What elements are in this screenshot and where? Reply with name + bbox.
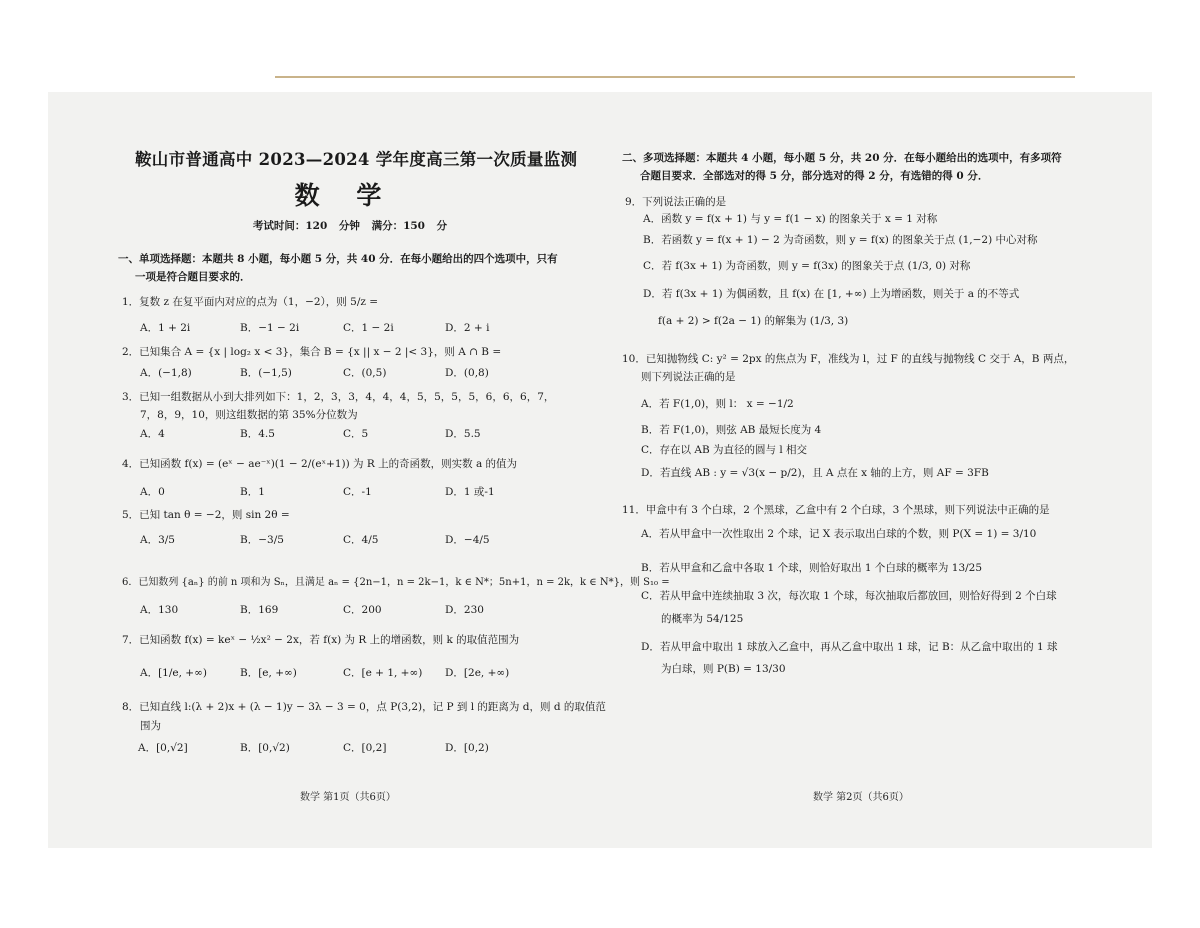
q9-option-a: A．函数 y = f(x + 1) 与 y = f(1 − x) 的图象关于 x = 1 对称 <box>643 213 938 225</box>
q5-option-a: A．3/5 <box>140 534 175 546</box>
q11-option-d-line1: D．若从甲盒中取出 1 球放入乙盒中，再从乙盒中取出 1 球，记 B：从乙盒中取出的 1 球 <box>641 641 1058 653</box>
q4-option-b: B．1 <box>240 486 265 498</box>
q1-option-a: A．1 + 2i <box>140 322 191 334</box>
q11-option-d-line2: 为白球，则 P(B) = 13/30 <box>661 663 786 675</box>
q3-option-a: A．4 <box>140 428 165 440</box>
q8-stem-line2: 围为 <box>140 720 161 732</box>
q3-stem: 3．已知一组数据从小到大排列如下：1，2，3，3，4，4，4，5，5，5，5，6，6，6，7， <box>122 391 555 403</box>
q6-stem: 6．已知数列 {aₙ} 的前 n 项和为 Sₙ，且满足 aₙ = {2n−1，n = 2k−1，k ∈ N*；5n+1，n = 2k，k ∈ N*}，则 S₁₀ = <box>122 577 670 588</box>
q4-option-c: C．-1 <box>343 486 372 498</box>
q2-option-a: A．(−1,8) <box>140 367 192 379</box>
exam-title: 鞍山市普通高中 2023—2024 学年度高三第一次质量监测 <box>135 150 578 169</box>
q1-stem: 1．复数 z 在复平面内对应的点为（1，−2），则 5/z = <box>122 296 379 308</box>
q11-stem: 11．甲盒中有 3 个白球，2 个黑球，乙盒中有 2 个白球，3 个黑球，则下列说法中正确的是 <box>622 504 1050 516</box>
q3-stem-line2: 7，8，9，10，则这组数据的第 35%分位数为 <box>140 409 358 421</box>
q8-option-d: D．[0,2) <box>445 742 489 754</box>
q4-option-a: A．0 <box>140 486 165 498</box>
q1-option-b: B．−1 − 2i <box>240 322 300 334</box>
q6-option-a: A．130 <box>140 604 179 616</box>
q10-stem-line2: 则下列说法正确的是 <box>641 371 736 383</box>
q7-option-c: C．[e + 1, +∞) <box>343 667 423 679</box>
q11-option-a: A．若从甲盒中一次性取出 2 个球，记 X 表示取出白球的个数，则 P(X = 1) = 3/10 <box>641 528 1037 540</box>
section1-heading-line1: 一、单项选择题：本题共 8 小题，每小题 5 分，共 40 分．在每小题给出的四个选项中，只有 <box>118 253 558 265</box>
q3-option-b: B．4.5 <box>240 428 275 440</box>
q11-option-b: B．若从甲盒和乙盒中各取 1 个球，则恰好取出 1 个白球的概率为 13/25 <box>641 562 983 574</box>
q2-option-b: B．(−1,5) <box>240 367 292 379</box>
q6-option-b: B．169 <box>240 604 279 616</box>
q4-option-d: D．1 或-1 <box>445 486 495 498</box>
q1-option-d: D．2 + i <box>445 322 490 334</box>
q11-option-c-line2: 的概率为 54/125 <box>661 613 744 625</box>
q7-option-d: D．[2e, +∞) <box>445 667 510 679</box>
q3-option-d: D．5.5 <box>445 428 481 440</box>
q6-option-c: C．200 <box>343 604 382 616</box>
q10-option-b: B．若 F(1,0)，则弦 AB 最短长度为 4 <box>641 424 822 436</box>
q7-option-a: A．[1/e, +∞) <box>140 667 207 679</box>
q9-option-d-line1: D．若 f(3x + 1) 为偶函数，且 f(x) 在 [1, +∞) 上为增函数，则关于 a 的不等式 <box>643 288 1020 300</box>
q9-option-b: B．若函数 y = f(x + 1) − 2 为奇函数，则 y = f(x) 的图象关于点 (1,−2) 中心对称 <box>643 234 1038 246</box>
q7-stem: 7．已知函数 f(x) = keˣ − ½x² − 2x，若 f(x) 为 R 上的增函数，则 k 的取值范围为 <box>122 634 520 646</box>
q5-option-c: C．4/5 <box>343 534 379 546</box>
footer-page-2: 数学 第2页（共6页） <box>813 792 909 803</box>
q5-stem: 5．已知 tan θ = −2，则 sin 2θ = <box>122 509 290 521</box>
subject-heading: 数 学 <box>294 181 396 210</box>
top-rule <box>275 76 1075 78</box>
q1-option-c: C．1 − 2i <box>343 322 394 334</box>
footer-page-1: 数学 第1页（共6页） <box>300 792 396 803</box>
q10-option-a: A．若 F(1,0)，则 l： x = −1/2 <box>641 398 794 410</box>
q8-option-a: A．[0,√2] <box>138 742 188 754</box>
q4-stem: 4．已知函数 f(x) = (eˣ − ae⁻ˣ)(1 − 2/(eˣ+1)) 为 R 上的奇函数，则实数 a 的值为 <box>122 458 518 470</box>
section2-heading-line2: 合题目要求．全部选对的得 5 分，部分选对的得 2 分，有选错的得 0 分． <box>640 170 989 182</box>
q10-stem-line1: 10．已知抛物线 C: y² = 2px 的焦点为 F，准线为 l，过 F 的直线与抛物线 C 交于 A，B 两点， <box>622 353 1075 365</box>
q9-stem: 9．下列说法正确的是 <box>625 196 727 208</box>
q9-option-d-line2: f(a + 2) > f(2a − 1) 的解集为 (1/3, 3) <box>658 315 849 327</box>
q8-option-c: C．[0,2] <box>343 742 387 754</box>
q8-option-b: B．[0,√2) <box>240 742 290 754</box>
section1-heading-line2: 一项是符合题目要求的． <box>135 271 251 283</box>
q9-option-c: C．若 f(3x + 1) 为奇函数，则 y = f(3x) 的图象关于点 (1/3, 0) 对称 <box>643 260 971 272</box>
q5-option-b: B．−3/5 <box>240 534 284 546</box>
q2-stem: 2．已知集合 A = {x | log₂ x < 3}，集合 B = {x || x − 2 |< 3}，则 A ∩ B = <box>122 346 502 358</box>
q7-option-b: B．[e, +∞) <box>240 667 297 679</box>
q8-stem: 8．已知直线 l:(λ + 2)x + (λ − 1)y − 3λ − 3 = 0，点 P(3,2)，记 P 到 l 的距离为 d，则 d 的取值范 <box>122 701 606 713</box>
exam-info: 考试时间：120 分钟 满分：150 分 <box>252 220 448 232</box>
q6-option-d: D．230 <box>445 604 484 616</box>
q5-option-d: D．−4/5 <box>445 534 490 546</box>
q3-option-c: C．5 <box>343 428 369 440</box>
q10-option-c: C．存在以 AB 为直径的圆与 l 相交 <box>641 444 808 456</box>
q2-option-c: C．(0,5) <box>343 367 387 379</box>
q2-option-d: D．(0,8) <box>445 367 489 379</box>
q10-option-d: D．若直线 AB : y = √3(x − p/2)，且 A 点在 x 轴的上方，则 AF = 3FB <box>641 467 989 479</box>
q11-option-c-line1: C．若从甲盒中连续抽取 3 次，每次取 1 个球，每次抽取后都放回，则恰好得到 2 个白球 <box>641 590 1057 602</box>
section2-heading-line1: 二、多项选择题：本题共 4 小题，每小题 5 分，共 20 分．在每小题给出的选项中，有多项符 <box>622 152 1062 164</box>
